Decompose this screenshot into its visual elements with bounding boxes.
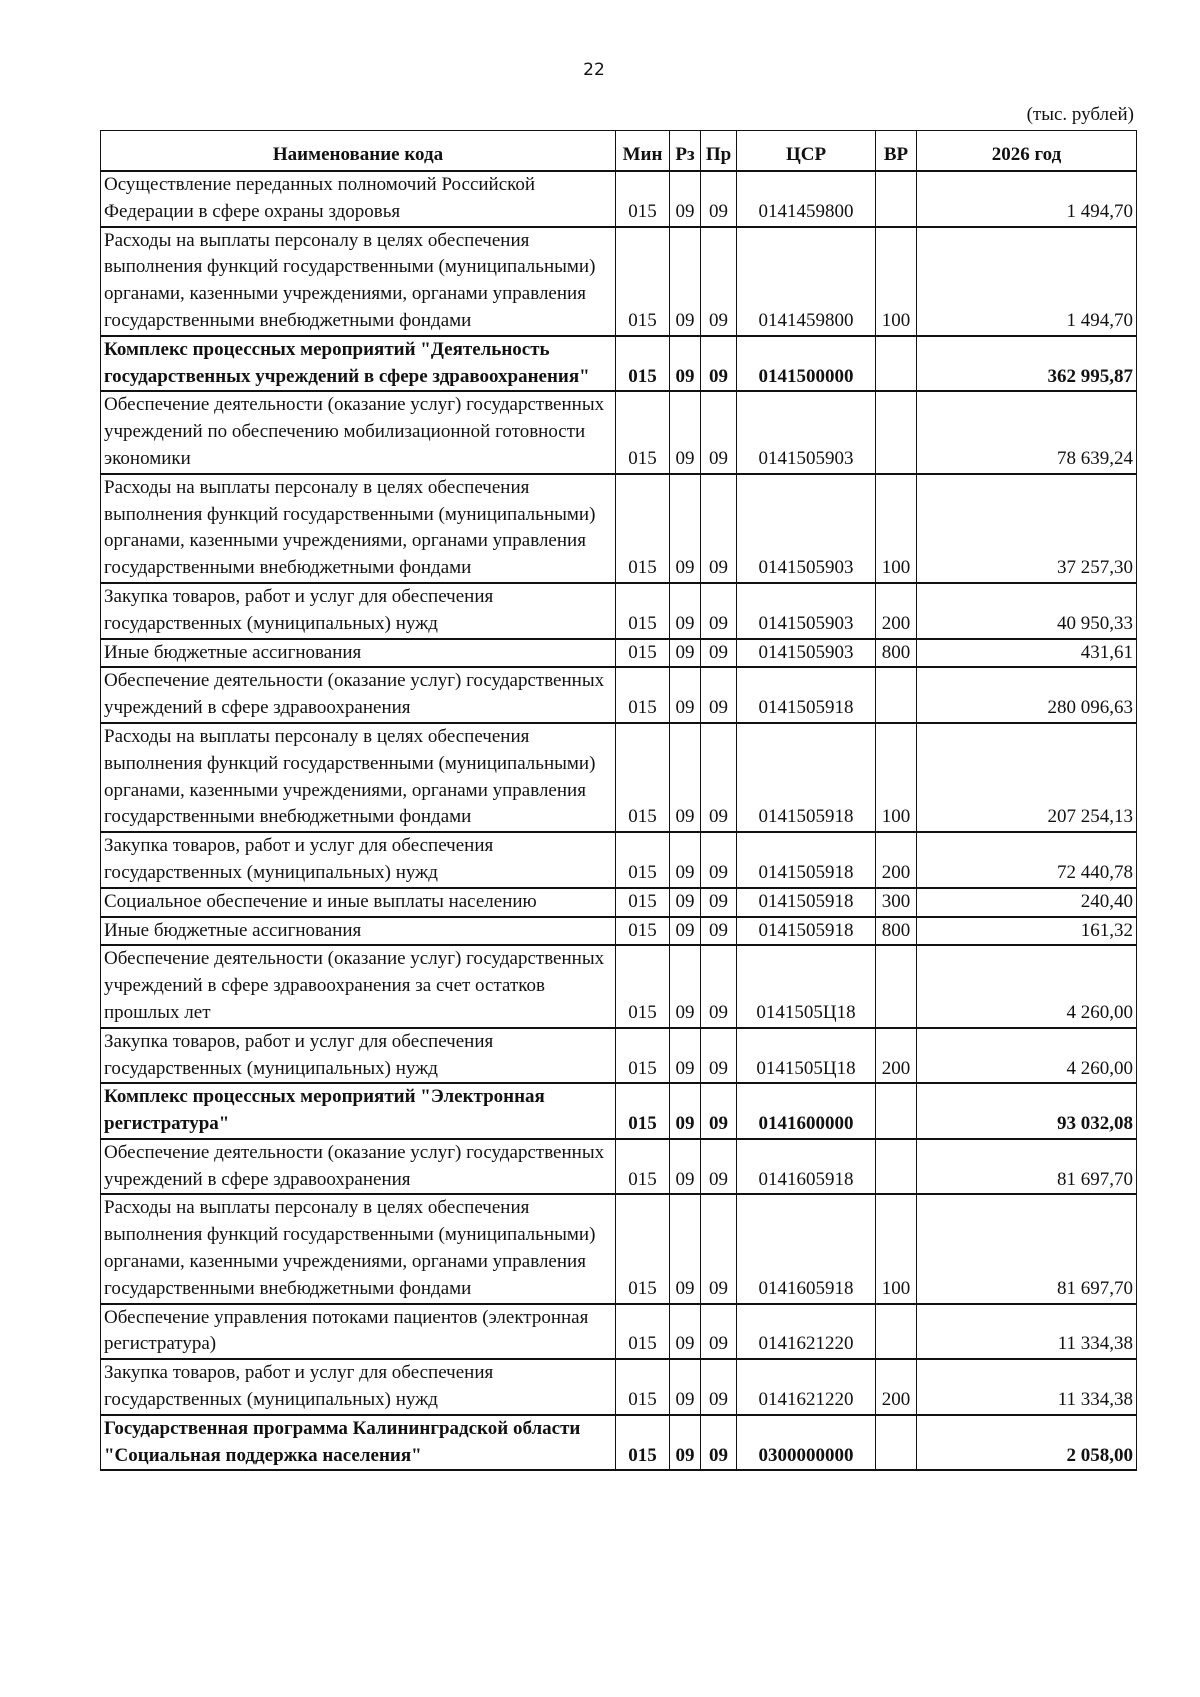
row-vr: 800 [876, 639, 917, 668]
row-name: Расходы на выплаты персоналу в целях обеспечения выполнения функций государственными (муниципальными) органами, казенными учреждениями, органами управления государственными внебюджетными фондами [101, 723, 616, 832]
row-name: Государственная программа Калининградской области "Социальная поддержка населения" [101, 1415, 616, 1471]
row-vr: 200 [876, 1028, 917, 1084]
row-min: 015 [616, 583, 670, 639]
row-pr: 09 [701, 888, 737, 917]
row-vr: 100 [876, 723, 917, 832]
row-name: Расходы на выплаты персоналу в целях обеспечения выполнения функций государственными (муниципальными) органами, казенными учреждениями, органами управления государственными внебюджетными фондами [101, 1194, 616, 1303]
table-row [101, 1415, 1137, 1471]
table-row [101, 945, 1137, 1027]
header-year: 2026 год [917, 131, 1137, 172]
row-csr: 0141621220 [737, 1359, 876, 1415]
row-rz: 09 [670, 1359, 701, 1415]
row-amount: 37 257,30 [917, 474, 1137, 583]
table-row [101, 1359, 1137, 1415]
row-pr: 09 [701, 1139, 737, 1195]
row-csr: 0141600000 [737, 1083, 876, 1139]
row-name: Обеспечение деятельности (оказание услуг) государственных учреждений по обеспечению мобилизационной готовности экономики [101, 391, 616, 473]
table-row [101, 639, 1137, 668]
row-rz: 09 [670, 888, 701, 917]
row-amount: 362 995,87 [917, 336, 1137, 392]
table-row [101, 583, 1137, 639]
row-rz: 09 [670, 667, 701, 723]
table-row [101, 171, 1137, 227]
row-name: Осуществление переданных полномочий Российской Федерации в сфере охраны здоровья [101, 171, 616, 227]
row-min: 015 [616, 1415, 670, 1471]
row-rz: 09 [670, 1415, 701, 1471]
row-rz: 09 [670, 917, 701, 946]
row-min: 015 [616, 336, 670, 392]
row-amount: 11 334,38 [917, 1304, 1137, 1360]
row-name: Расходы на выплаты персоналу в целях обеспечения выполнения функций государственными (муниципальными) органами, казенными учреждениями, органами управления государственными внебюджетными фондами [101, 474, 616, 583]
row-csr: 0141505903 [737, 391, 876, 473]
row-name: Обеспечение управления потоками пациентов (электронная регистратура) [101, 1304, 616, 1360]
row-vr [876, 1304, 917, 1360]
row-amount: 1 494,70 [917, 227, 1137, 336]
row-rz: 09 [670, 832, 701, 888]
table-row [101, 1194, 1137, 1303]
row-vr: 200 [876, 583, 917, 639]
row-csr: 0141505918 [737, 832, 876, 888]
row-amount: 240,40 [917, 888, 1137, 917]
row-vr: 100 [876, 227, 917, 336]
row-pr: 09 [701, 336, 737, 392]
table-header [101, 131, 1137, 172]
row-name: Закупка товаров, работ и услуг для обеспечения государственных (муниципальных) нужд [101, 832, 616, 888]
row-rz: 09 [670, 171, 701, 227]
row-pr: 09 [701, 171, 737, 227]
table-row [101, 1083, 1137, 1139]
row-csr: 0141505903 [737, 639, 876, 668]
row-vr: 800 [876, 917, 917, 946]
row-amount: 280 096,63 [917, 667, 1137, 723]
row-rz: 09 [670, 1083, 701, 1139]
row-name: Закупка товаров, работ и услуг для обеспечения государственных (муниципальных) нужд [101, 583, 616, 639]
row-csr: 0141505903 [737, 474, 876, 583]
header-pr: Пр [701, 131, 737, 172]
table-row [101, 917, 1137, 946]
row-amount: 2 058,00 [917, 1415, 1137, 1471]
row-amount: 72 440,78 [917, 832, 1137, 888]
table-row [101, 1028, 1137, 1084]
row-name: Закупка товаров, работ и услуг для обеспечения государственных (муниципальных) нужд [101, 1359, 616, 1415]
row-csr: 0141605918 [737, 1194, 876, 1303]
row-csr: 0141459800 [737, 171, 876, 227]
row-rz: 09 [670, 227, 701, 336]
row-name: Комплекс процессных мероприятий "Электронная регистратура" [101, 1083, 616, 1139]
row-pr: 09 [701, 1415, 737, 1471]
row-csr: 0141621220 [737, 1304, 876, 1360]
table-row [101, 336, 1137, 392]
row-min: 015 [616, 639, 670, 668]
row-csr: 0141505918 [737, 917, 876, 946]
row-min: 015 [616, 888, 670, 917]
row-min: 015 [616, 723, 670, 832]
row-amount: 81 697,70 [917, 1194, 1137, 1303]
row-min: 015 [616, 227, 670, 336]
row-rz: 09 [670, 391, 701, 473]
row-vr: 100 [876, 1194, 917, 1303]
row-csr: 0141505918 [737, 667, 876, 723]
row-pr: 09 [701, 1028, 737, 1084]
row-vr [876, 945, 917, 1027]
row-rz: 09 [670, 1194, 701, 1303]
row-pr: 09 [701, 667, 737, 723]
row-csr: 0141605918 [737, 1139, 876, 1195]
header-rz: Рз [670, 131, 701, 172]
table-row [101, 723, 1137, 832]
row-amount: 207 254,13 [917, 723, 1137, 832]
row-min: 015 [616, 474, 670, 583]
row-vr [876, 1139, 917, 1195]
row-csr: 0141505Ц18 [737, 1028, 876, 1084]
header-min: Мин [616, 131, 670, 172]
table-row [101, 667, 1137, 723]
row-csr: 0300000000 [737, 1415, 876, 1471]
row-vr: 200 [876, 832, 917, 888]
row-name: Иные бюджетные ассигнования [101, 639, 616, 668]
row-amount: 161,32 [917, 917, 1137, 946]
row-csr: 0141505Ц18 [737, 945, 876, 1027]
row-vr: 100 [876, 474, 917, 583]
table-row [101, 1304, 1137, 1360]
row-vr [876, 1415, 917, 1471]
row-pr: 09 [701, 1083, 737, 1139]
row-min: 015 [616, 667, 670, 723]
row-amount: 40 950,33 [917, 583, 1137, 639]
row-name: Обеспечение деятельности (оказание услуг) государственных учреждений в сфере здравоохранения за счет остатков прошлых лет [101, 945, 616, 1027]
row-name: Комплекс процессных мероприятий "Деятельность государственных учреждений в сфере здравоохранения" [101, 336, 616, 392]
row-rz: 09 [670, 639, 701, 668]
row-vr: 200 [876, 1359, 917, 1415]
row-pr: 09 [701, 639, 737, 668]
row-vr [876, 391, 917, 473]
row-amount: 4 260,00 [917, 945, 1137, 1027]
table-row [101, 227, 1137, 336]
row-amount: 431,61 [917, 639, 1137, 668]
row-rz: 09 [670, 336, 701, 392]
row-name: Обеспечение деятельности (оказание услуг) государственных учреждений в сфере здравоохранения [101, 1139, 616, 1195]
row-pr: 09 [701, 945, 737, 1027]
row-name: Расходы на выплаты персоналу в целях обеспечения выполнения функций государственными (муниципальными) органами, казенными учреждениями, органами управления государственными внебюджетными фондами [101, 227, 616, 336]
budget-table [100, 130, 1137, 1471]
row-min: 015 [616, 1194, 670, 1303]
row-name: Иные бюджетные ассигнования [101, 917, 616, 946]
row-vr [876, 336, 917, 392]
row-rz: 09 [670, 1139, 701, 1195]
row-amount: 81 697,70 [917, 1139, 1137, 1195]
row-csr: 0141500000 [737, 336, 876, 392]
row-csr: 0141505918 [737, 888, 876, 917]
row-pr: 09 [701, 227, 737, 336]
row-pr: 09 [701, 391, 737, 473]
header-vr: ВР [876, 131, 917, 172]
row-min: 015 [616, 1304, 670, 1360]
row-rz: 09 [670, 1304, 701, 1360]
row-pr: 09 [701, 583, 737, 639]
row-pr: 09 [701, 1359, 737, 1415]
row-rz: 09 [670, 945, 701, 1027]
row-amount: 4 260,00 [917, 1028, 1137, 1084]
row-min: 015 [616, 832, 670, 888]
header-name: Наименование кода [101, 131, 616, 172]
row-pr: 09 [701, 832, 737, 888]
row-vr [876, 171, 917, 227]
table-row [101, 1139, 1137, 1195]
row-vr [876, 1083, 917, 1139]
row-min: 015 [616, 391, 670, 473]
row-vr [876, 667, 917, 723]
row-min: 015 [616, 1028, 670, 1084]
row-min: 015 [616, 945, 670, 1027]
row-min: 015 [616, 917, 670, 946]
row-name: Обеспечение деятельности (оказание услуг) государственных учреждений в сфере здравоохранения [101, 667, 616, 723]
row-min: 015 [616, 1359, 670, 1415]
row-amount: 1 494,70 [917, 171, 1137, 227]
row-min: 015 [616, 1139, 670, 1195]
header-csr: ЦСР [737, 131, 876, 172]
row-min: 015 [616, 171, 670, 227]
row-amount: 93 032,08 [917, 1083, 1137, 1139]
row-pr: 09 [701, 1304, 737, 1360]
row-vr: 300 [876, 888, 917, 917]
row-pr: 09 [701, 917, 737, 946]
row-name: Социальное обеспечение и иные выплаты населению [101, 888, 616, 917]
row-pr: 09 [701, 474, 737, 583]
table-row [101, 832, 1137, 888]
row-csr: 0141459800 [737, 227, 876, 336]
row-csr: 0141505903 [737, 583, 876, 639]
row-rz: 09 [670, 583, 701, 639]
table-row [101, 391, 1137, 473]
row-name: Закупка товаров, работ и услуг для обеспечения государственных (муниципальных) нужд [101, 1028, 616, 1084]
row-pr: 09 [701, 1194, 737, 1303]
row-csr: 0141505918 [737, 723, 876, 832]
row-amount: 11 334,38 [917, 1359, 1137, 1415]
table-row [101, 888, 1137, 917]
table-row [101, 474, 1137, 583]
row-amount: 78 639,24 [917, 391, 1137, 473]
page-number: 22 [583, 60, 605, 80]
units-label: (тыс. рублей) [1026, 104, 1134, 125]
row-pr: 09 [701, 723, 737, 832]
row-min: 015 [616, 1083, 670, 1139]
row-rz: 09 [670, 1028, 701, 1084]
row-rz: 09 [670, 474, 701, 583]
row-rz: 09 [670, 723, 701, 832]
